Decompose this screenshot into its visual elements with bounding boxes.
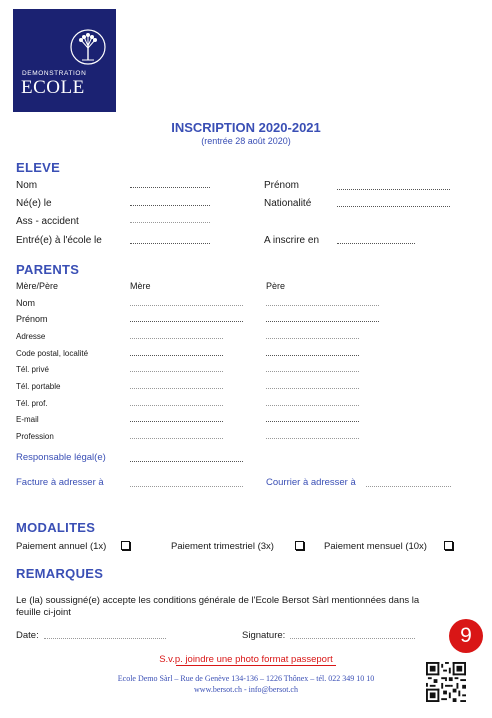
facture-field[interactable] xyxy=(130,486,243,487)
parents-pere-field[interactable] xyxy=(266,438,359,439)
eleve-prenom-label: Prénom xyxy=(264,180,300,191)
parents-pere-field[interactable] xyxy=(266,388,359,389)
paiement-annuel-label: Paiement annuel (1x) xyxy=(16,541,107,552)
parents-mere-field[interactable] xyxy=(130,338,223,339)
page-subtitle: (rentrée 28 août 2020) xyxy=(201,136,291,146)
paiement-annuel-checkbox[interactable] xyxy=(121,541,130,550)
signature-field[interactable] xyxy=(290,638,415,639)
footer-address: Ecole Demo Sàrl – Rue de Genève 134-136 – 1226 Thônex – tél. 022 349 10 10 xyxy=(117,674,375,683)
parents-mere-field[interactable] xyxy=(130,438,223,439)
section-remarques-heading: REMARQUES xyxy=(16,566,104,581)
eleve-ne-le-label: Né(e) le xyxy=(16,198,52,209)
parents-pere-field[interactable] xyxy=(266,355,359,356)
paiement-mensuel-checkbox[interactable] xyxy=(444,541,453,550)
responsable-legal-field[interactable] xyxy=(130,461,243,462)
parents-pere-field[interactable] xyxy=(266,405,359,406)
parents-mere-field[interactable] xyxy=(130,388,223,389)
parents-pere-field[interactable] xyxy=(266,305,379,306)
parents-pere-field[interactable] xyxy=(266,321,379,322)
tree-emblem-icon xyxy=(69,28,107,68)
eleve-ne-le-field[interactable] xyxy=(130,205,210,206)
date-label: Date: xyxy=(16,630,39,641)
parents-row-label: Tél. privé xyxy=(16,365,49,374)
facture-label: Facture à adresser à xyxy=(16,477,104,488)
signature-label: Signature: xyxy=(242,630,286,641)
paiement-trimestriel-label: Paiement trimestriel (3x) xyxy=(171,541,274,552)
parents-pere-field[interactable] xyxy=(266,338,359,339)
paiement-mensuel-label: Paiement mensuel (10x) xyxy=(324,541,427,552)
parents-row-label: Tél. portable xyxy=(16,382,61,391)
parents-pere-field[interactable] xyxy=(266,421,359,422)
parents-mere-field[interactable] xyxy=(130,371,223,372)
parents-pere-field[interactable] xyxy=(266,371,359,372)
eleve-prenom-field[interactable] xyxy=(337,189,450,190)
parents-row-label: Prénom xyxy=(16,314,48,324)
page-title: INSCRIPTION 2020-2021 xyxy=(171,120,321,135)
parents-row-label: E-mail xyxy=(16,415,39,424)
parents-row-label: Tél. prof. xyxy=(16,399,48,408)
photo-note: S.v.p. joindre une photo format passeport xyxy=(159,654,333,665)
section-parents-heading: PARENTS xyxy=(16,262,80,277)
qr-code-icon xyxy=(426,662,466,702)
eleve-nationalite-field[interactable] xyxy=(337,206,450,207)
remarques-text-line1: Le (la) soussigné(e) accepte les conditions générale de l'Ecole Bersot Sàrl mentionnées dans la xyxy=(16,595,420,606)
parents-col-mere: Mère xyxy=(130,281,151,291)
logo-small-text: DEMONSTRATION xyxy=(22,70,87,77)
courrier-label: Courrier à adresser à xyxy=(266,477,356,488)
paiement-trimestriel-checkbox[interactable] xyxy=(295,541,304,550)
eleve-nationalite-label: Nationalité xyxy=(264,198,312,209)
eleve-nom-field[interactable] xyxy=(130,187,210,188)
parents-col-pere: Père xyxy=(266,281,286,291)
eleve-entre-le-field[interactable] xyxy=(130,243,210,244)
responsable-legal-label: Responsable légal(e) xyxy=(16,452,106,463)
eleve-ass-accident-field[interactable] xyxy=(130,222,210,223)
page-number-badge: 9 xyxy=(449,619,483,653)
section-modalites-heading: MODALITES xyxy=(16,520,96,535)
date-field[interactable] xyxy=(44,638,166,639)
parents-row-label: Code postal, localité xyxy=(16,349,89,358)
parents-row-label: Profession xyxy=(16,432,54,441)
eleve-inscrire-en-label: A inscrire en xyxy=(264,235,320,246)
eleve-nom-label: Nom xyxy=(16,180,38,191)
eleve-inscrire-en-field[interactable] xyxy=(337,243,415,244)
eleve-ass-accident-label: Ass - accident xyxy=(16,216,79,227)
school-logo xyxy=(13,9,116,112)
eleve-entre-le-label: Entré(e) à l'école le xyxy=(16,235,102,246)
parents-row-label: Adresse xyxy=(16,332,46,341)
parents-mere-field[interactable] xyxy=(130,421,223,422)
parents-col-mere-pere: Mère/Père xyxy=(16,281,59,291)
courrier-field[interactable] xyxy=(366,486,451,487)
parents-mere-field[interactable] xyxy=(130,355,223,356)
section-eleve-heading: ELEVE xyxy=(16,160,61,175)
logo-big-text: ECOLE xyxy=(21,77,85,98)
parents-mere-field[interactable] xyxy=(130,305,243,306)
photo-note-underline xyxy=(176,665,336,666)
parents-mere-field[interactable] xyxy=(130,405,223,406)
parents-mere-field[interactable] xyxy=(130,321,243,322)
remarques-text-line2: feuille ci-joint xyxy=(16,607,71,618)
parents-row-label: Nom xyxy=(16,298,36,308)
footer-contact: www.bersot.ch - info@bersot.ch xyxy=(194,685,298,694)
